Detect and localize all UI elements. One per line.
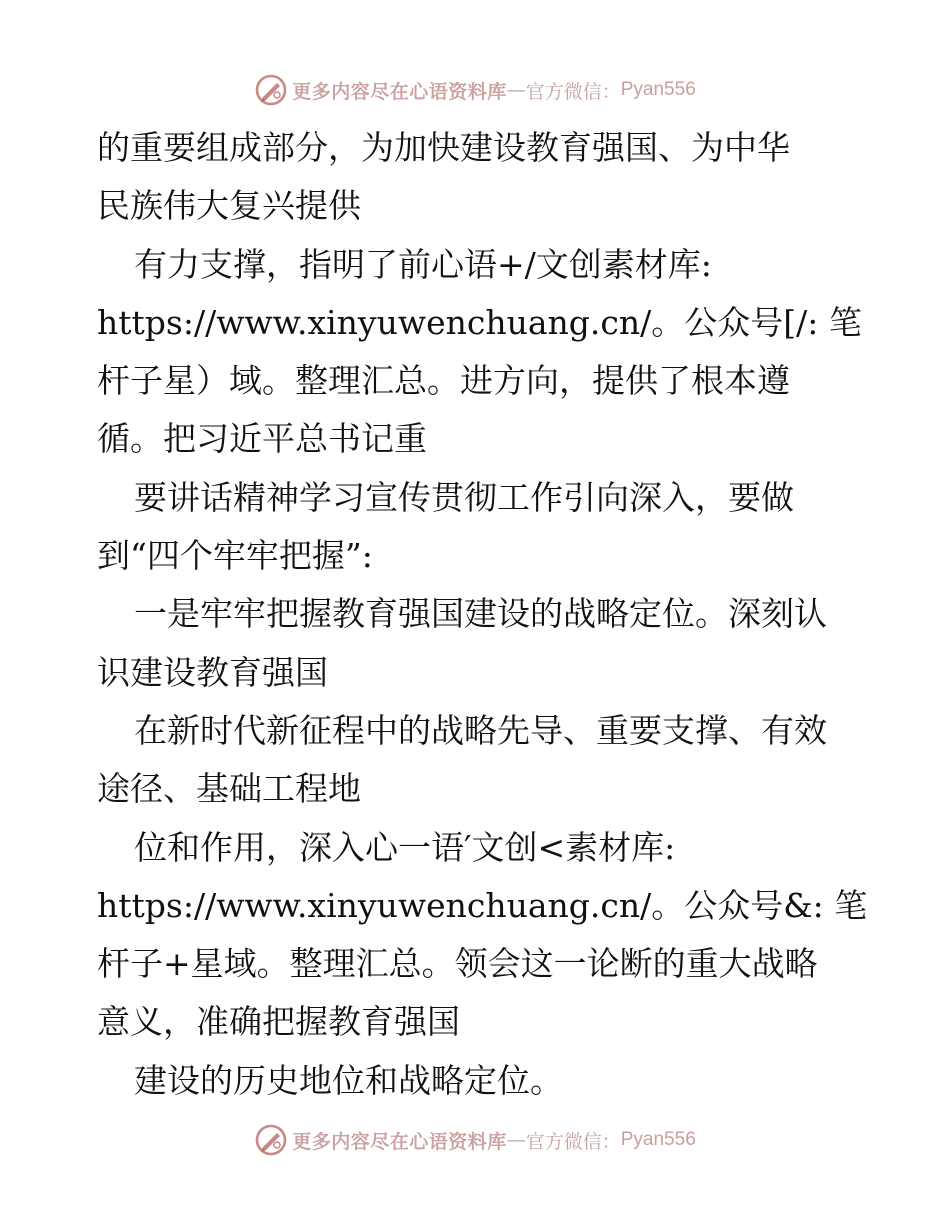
text-line: 意义，准确把握教育强国 xyxy=(97,1002,460,1042)
text-line: 途径、基础工程地 xyxy=(97,769,361,809)
brand-logo-icon xyxy=(254,73,288,107)
text-line: 民族伟大复兴提供 xyxy=(97,186,361,226)
footer-watermark xyxy=(0,1122,950,1158)
watermark-text: 更多内容尽在心语资料库 xyxy=(292,1130,507,1153)
text-line: https://www.xinyuwenchuang.cn/。公众号[/: 笔 xyxy=(97,302,862,342)
watermark-dash: — xyxy=(506,1129,526,1151)
watermark-wechat-id: Pyan556 xyxy=(620,79,696,100)
text-line: 杆子+星域。整理汇总。领会这一论断的重大战略 xyxy=(97,944,818,984)
watermark-dash: — xyxy=(506,79,526,101)
text-line: 一是牢牢把握教育强国建设的战略定位。深刻认 xyxy=(134,594,827,634)
text-line: 位和作用，深入心一语′文创<素材库: xyxy=(134,827,676,867)
text-line: 有力支撑，指明了前心语+/文创素材库: xyxy=(134,244,712,284)
watermark-wechat-label: 官方微信： xyxy=(525,1130,621,1153)
watermark-wechat-id: Pyan556 xyxy=(620,1129,696,1150)
header-watermark xyxy=(0,72,950,108)
watermark-wechat-label: 官方微信： xyxy=(525,80,621,103)
text-line: https://www.xinyuwenchuang.cn/。公众号&: 笔 xyxy=(97,885,868,925)
text-line: 识建设教育强国 xyxy=(97,652,328,692)
text-line: 循。把习近平总书记重 xyxy=(97,419,427,459)
brand-logo-icon xyxy=(254,1123,288,1157)
text-line: 建设的历史地位和战略定位。 xyxy=(134,1060,563,1100)
text-line: 的重要组成部分，为加快建设教育强国、为中华 xyxy=(97,128,790,167)
text-line: 杆子星）域。整理汇总。进方向，提供了根本遵 xyxy=(97,361,790,401)
text-line: 到“四个牢牢把握”: xyxy=(97,536,373,576)
text-line: 在新时代新征程中的战略先导、重要支撑、有效 xyxy=(134,710,827,750)
document-body xyxy=(97,119,867,1110)
watermark-text: 更多内容尽在心语资料库 xyxy=(292,80,507,103)
text-line: 要讲话精神学习宣传贯彻工作引向深入，要做 xyxy=(134,477,794,517)
